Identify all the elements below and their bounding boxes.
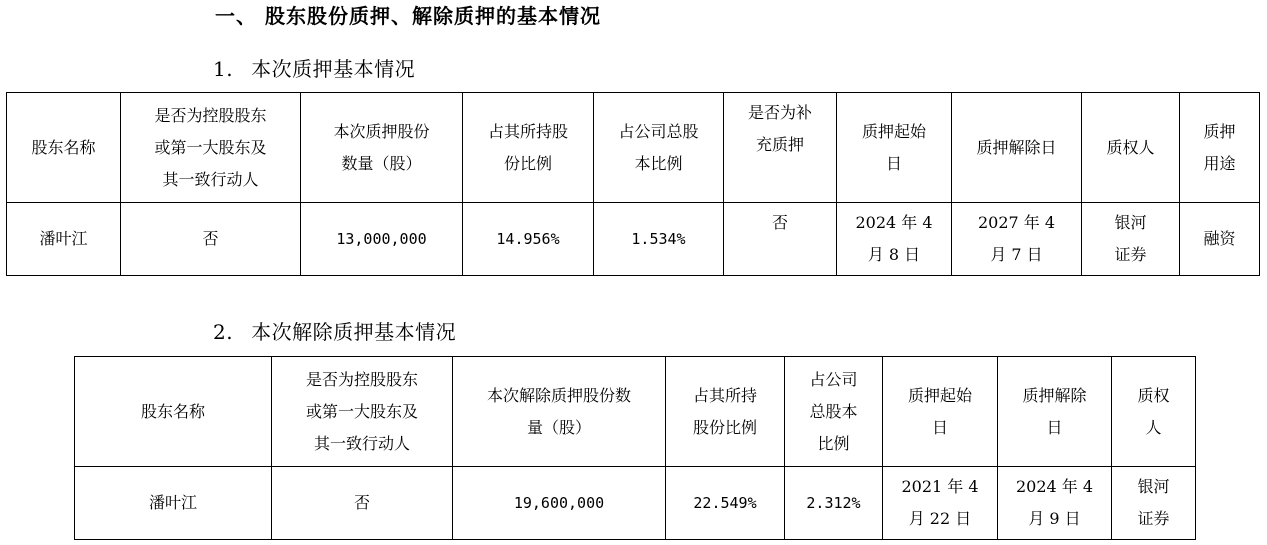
pledge-table-header-row — [7, 93, 1260, 203]
pledge-cell-release-date: 2027 年 4 月 7 日 — [952, 203, 1082, 276]
pledge-cell-pct-of-holding: 14.956% — [463, 203, 594, 276]
release-cell-pct-of-total: 2.312% — [785, 467, 883, 540]
release-cell-released-shares: 19,600,000 — [453, 467, 666, 540]
pledge-header-pct-of-holding: 占其所持股 份比例 — [463, 93, 594, 203]
release-header-is-controlling: 是否为控股股东 或第一大股东及 其一致行动人 — [272, 357, 453, 467]
pledge-table — [6, 92, 1260, 276]
pledge-header-purpose: 质押 用途 — [1180, 93, 1260, 203]
release-cell-pledgee: 银河 证券 — [1112, 467, 1196, 540]
pledge-subtitle — [213, 53, 415, 82]
release-header-shareholder-name: 股东名称 — [75, 357, 272, 467]
release-subtitle-number: 2. — [213, 320, 234, 344]
release-cell-is-controlling: 否 — [272, 467, 453, 540]
pledge-cell-is-supplementary: 否 — [724, 203, 837, 276]
release-cell-pct-of-holding: 22.549% — [666, 467, 785, 540]
release-cell-start-date: 2021 年 4 月 22 日 — [883, 467, 998, 540]
pledge-subtitle-number: 1. — [213, 57, 234, 81]
pledge-header-pledged-shares: 本次质押股份 数量（股） — [301, 93, 463, 203]
release-header-start-date: 质押起始 日 — [883, 357, 998, 467]
pledge-header-is-controlling: 是否为控股股东 或第一大股东及 其一致行动人 — [121, 93, 301, 203]
pledge-header-release-date: 质押解除日 — [952, 93, 1082, 203]
release-cell-release-date: 2024 年 4 月 9 日 — [998, 467, 1112, 540]
pledge-header-pct-of-total: 占公司总股 本比例 — [594, 93, 724, 203]
pledge-cell-pledged-shares: 13,000,000 — [301, 203, 463, 276]
pledge-cell-start-date: 2024 年 4 月 8 日 — [837, 203, 952, 276]
section-title: 一、 股东股份质押、解除质押的基本情况 — [215, 4, 601, 28]
release-header-pct-of-holding: 占其所持 股份比例 — [666, 357, 785, 467]
pledge-cell-pledgee: 银河 证券 — [1082, 203, 1180, 276]
release-table — [74, 356, 1196, 540]
pledge-header-shareholder-name: 股东名称 — [7, 93, 121, 203]
release-cell-shareholder-name: 潘叶江 — [75, 467, 272, 540]
pledge-header-pledgee: 质权人 — [1082, 93, 1180, 203]
release-subtitle-text: 本次解除质押基本情况 — [251, 320, 457, 344]
pledge-cell-purpose: 融资 — [1180, 203, 1260, 276]
release-header-pct-of-total: 占公司 总股本 比例 — [785, 357, 883, 467]
pledge-header-is-supplementary: 是否为补 充质押 — [724, 93, 837, 203]
table-row — [7, 203, 1260, 276]
pledge-cell-is-controlling: 否 — [121, 203, 301, 276]
release-subtitle — [213, 316, 456, 345]
release-table-header-row — [75, 357, 1196, 467]
pledge-cell-shareholder-name: 潘叶江 — [7, 203, 121, 276]
release-header-release-date: 质押解除 日 — [998, 357, 1112, 467]
release-header-released-shares: 本次解除质押股份数 量（股） — [453, 357, 666, 467]
release-header-pledgee: 质权 人 — [1112, 357, 1196, 467]
pledge-cell-pct-of-total: 1.534% — [594, 203, 724, 276]
pledge-subtitle-text: 本次质押基本情况 — [251, 57, 416, 81]
table-row — [75, 467, 1196, 540]
pledge-header-start-date: 质押起始 日 — [837, 93, 952, 203]
